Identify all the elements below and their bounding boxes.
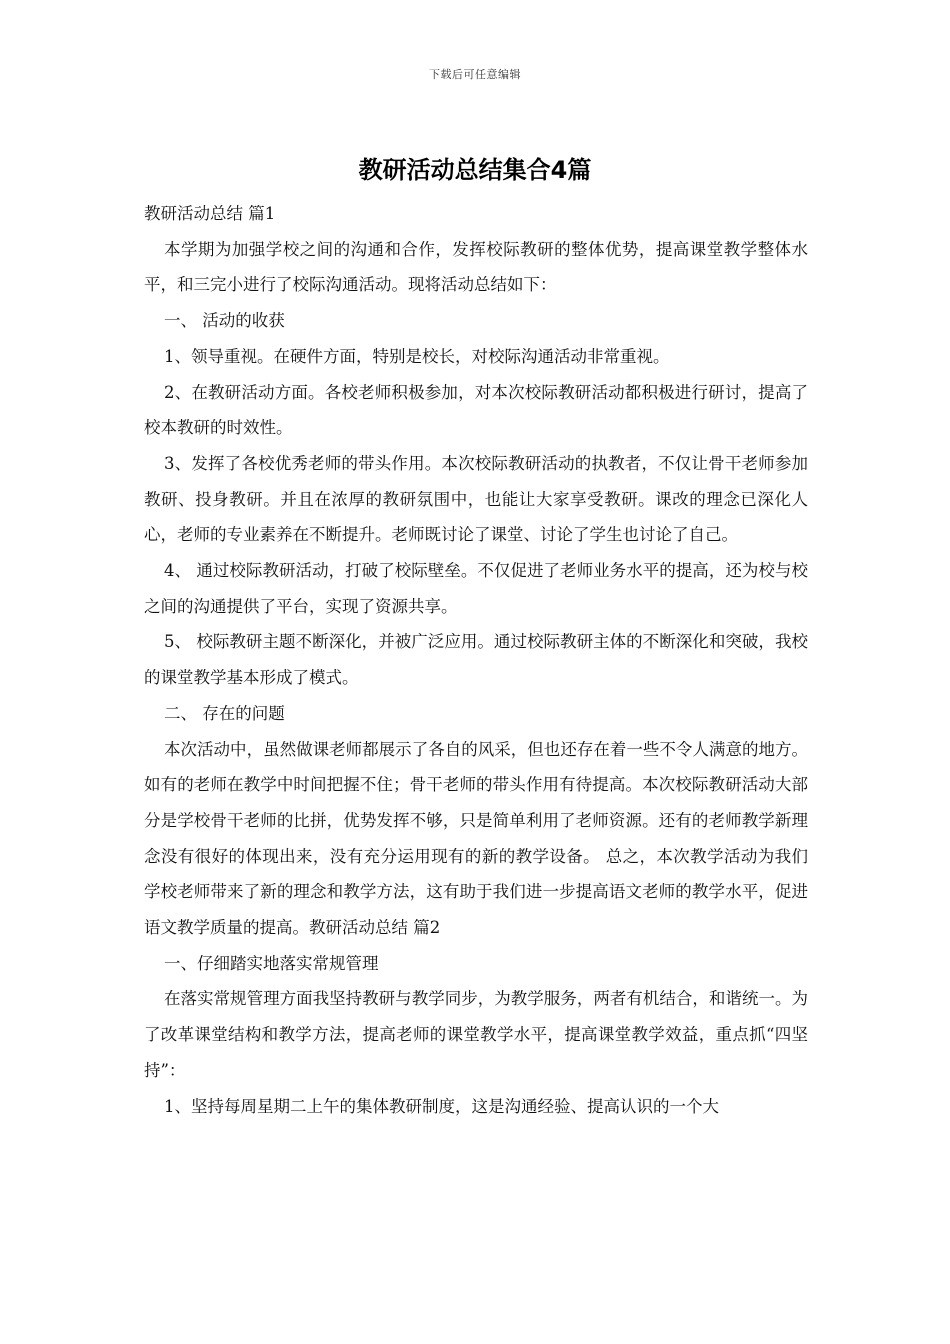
paragraph: 在落实常规管理方面我坚持教研与教学同步，为教学服务，两者有机结合，和谐统一。为了改革课堂结构和教学方法，提高老师的课堂教学水平，提高课堂教学效益，重点抓“四坚持”： [144,989,808,1080]
subheading: 一、 活动的收获 [164,311,285,331]
paragraph: 本次活动中，虽然做课老师都展示了各自的风采，但也还存在着一些不令人满意的地方。如有的老师在教学中时间把握不住；骨干老师的带头作用有待提高。本次校际教研活动大部分是学校骨干老师的比拼，优势发挥不够，只是简单利用了老师资源。还有的老师教学新理念没有很好的体现出来，没有充分运用现有的新的教学设备。 总之，本次教学活动为我们学校老师带来了新的理念和教学方法，这有助于我们进一步提高语文老师的教学水平，促进语文教学质量的提高。教研活动总结 篇2 [144,739,808,938]
section-heading-1: 教研活动总结 篇1 [144,204,276,223]
list-item: 2、在教研活动方面。各校老师积极参加，对本次校际教研活动都积极进行研讨，提高了校本教研的时效性。 [144,382,808,438]
subheading: 一、仔细踏实地落实常规管理 [164,953,379,973]
document-body [144,196,808,1124]
list-item: 1、领导重视。在硬件方面，特别是校长，对校际沟通活动非常重视。 [164,346,670,366]
list-item: 4、 通过校际教研活动，打破了校际壁垒。不仅促进了老师业务水平的提高，还为校与校之间的沟通提供了平台，实现了资源共享。 [144,561,808,616]
list-item: 1、坚持每周星期二上午的集体教研制度，这是沟通经验、提高认识的一个大 [164,1096,719,1116]
header-note: 下载后可任意编辑 [429,68,521,81]
document-title: 教研活动总结集合4篇 [358,156,592,184]
subheading: 二、 存在的问题 [164,703,285,723]
list-item: 5、 校际教研主题不断深化，并被广泛应用。通过校际教研主体的不断深化和突破，我校的课堂教学基本形成了模式。 [144,632,808,688]
list-item: 3、发挥了各校优秀老师的带头作用。本次校际教研活动的执教者，不仅让骨干老师参加教研、投身教研。并且在浓厚的教研氛围中，也能让大家享受教研。课改的理念已深化人心，老师的专业素养在不断提升。老师既讨论了课堂、讨论了学生也讨论了自己。 [144,453,808,545]
paragraph: 本学期为加强学校之间的沟通和合作，发挥校际教研的整体优势，提高课堂教学整体水平，和三完小进行了校际沟通活动。现将活动总结如下： [144,239,808,295]
